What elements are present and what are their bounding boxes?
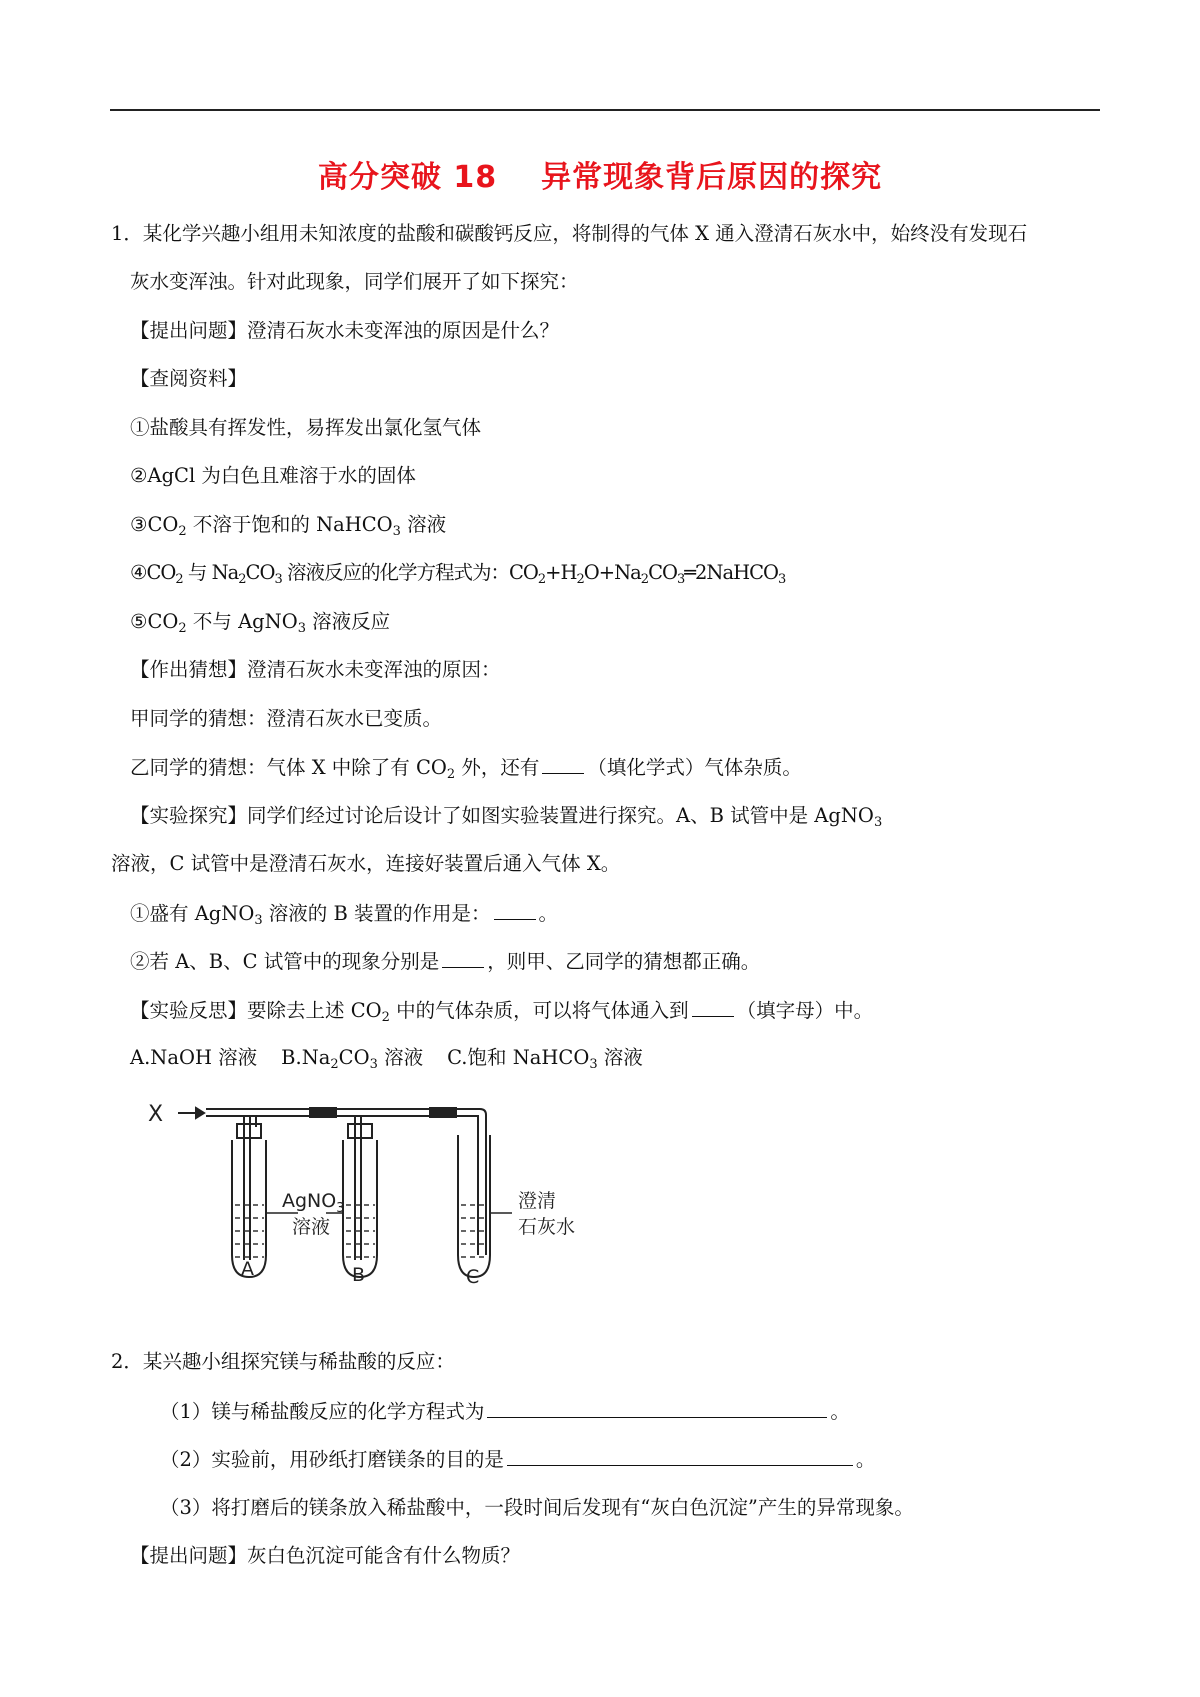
q2-part-2: （2）实验前，用砂纸打磨镁条的目的是 。 — [160, 1448, 876, 1471]
q1-guess-1: 甲同学的猜想：澄清石灰水已变质。 — [130, 707, 443, 730]
q1-line-2: 灰水变浑浊。针对此现象，同学们展开了如下探究： — [130, 270, 579, 293]
q2-part-1: （1）镁与稀盐酸反应的化学方程式为 。 — [160, 1400, 850, 1423]
q1-ask: 【提出问题】澄清石灰水未变浑浊的原因是什么？ — [130, 319, 560, 342]
q1-exp-line-1: 【实验探究】同学们经过讨论后设计了如图实验装置进行探究。A、B 试管中是 AgNO$_3$ — [130, 804, 883, 830]
q1-ref-3: $③CO_2$ 不溶于饱和的 NaHCO$_3$ 溶液 — [130, 513, 447, 539]
rubber-joint-2 — [430, 1108, 456, 1117]
q1-reflection: 【实验反思】要除去上述 $CO_2$ 中的气体杂质，可以将气体通入到 （填字母）中。 — [130, 999, 874, 1025]
q1-guess-2: 乙同学的猜想：气体 X 中除了有 $CO_2$ 外，还有 （填化学式）气体杂质。 — [130, 756, 802, 782]
answer-blank-b-function[interactable] — [494, 901, 536, 920]
q2-ask: 【提出问题】灰白色沉淀可能含有什么物质？ — [130, 1544, 521, 1567]
agno3-label: AgNO$_3$ — [282, 1190, 345, 1216]
tube-a-label: A — [241, 1258, 254, 1280]
q1-guess-heading: 【作出猜想】澄清石灰水未变浑浊的原因： — [130, 658, 501, 681]
apparatus-diagram — [140, 1095, 620, 1300]
q1-ref-5: $⑤CO_2$ 不与 AgNO$_3$ 溶液反应 — [130, 610, 391, 636]
q1-exp-line-2: 溶液，C 试管中是澄清石灰水，连接好装置后通入气体 X。 — [111, 852, 621, 875]
page-title — [0, 152, 1200, 196]
q1-ref-heading: 【查阅资料】 — [130, 367, 248, 390]
option-b: $B.Na_2CO_3$ 溶液 — [281, 1046, 424, 1072]
option-c: C.饱和 NaHCO$_3$ 溶液 — [447, 1046, 643, 1072]
gas-x-label: X — [148, 1102, 164, 1127]
rubber-joint-1 — [310, 1108, 336, 1117]
limewater-label-2: 石灰水 — [518, 1216, 576, 1238]
q2-line-1: 2．某兴趣小组探究镁与稀盐酸的反应： — [111, 1350, 455, 1373]
q2-part-3: （3）将打磨后的镁条放入稀盐酸中，一段时间后发现有“灰白色沉淀”产生的异常现象。 — [160, 1496, 914, 1519]
tube-b-label: B — [352, 1264, 366, 1286]
option-a: A.NaOH 溶液 — [130, 1046, 258, 1069]
gas-tube-outer — [206, 1109, 486, 1255]
q1-exp-item-1: ①盛有 AgNO$_3$ 溶液的 B 装置的作用是： 。 — [130, 902, 559, 928]
answer-blank-purpose[interactable] — [507, 1447, 853, 1466]
tube-c-label: C — [466, 1266, 480, 1288]
q1-line-1: 1．某化学兴趣小组用未知浓度的盐酸和碳酸钙反应，将制得的气体 X 通入澄清石灰水中，始终没有发现石 — [111, 222, 1028, 245]
solution-label: 溶液 — [292, 1216, 331, 1238]
title-prefix: 高分突破 18 — [317, 160, 498, 195]
header-rule — [110, 109, 1100, 111]
q1-ref-1: ①盐酸具有挥发性，易挥发出氯化氢气体 — [130, 416, 482, 439]
answer-blank-equation[interactable] — [487, 1399, 827, 1418]
q1-ref-2: ②AgCl 为白色且难溶于水的固体 — [130, 464, 416, 487]
limewater-label-1: 澄清 — [518, 1190, 557, 1212]
q1-options — [130, 1046, 643, 1070]
q1-ref-4: $④CO_2$ 与 $Na_2CO_3$ 溶液反应的化学方程式为：$CO_2+H_2O+Na_2CO_3═2NaHCO_3$ — [130, 561, 786, 587]
q1-exp-item-2: ②若 A、B、C 试管中的现象分别是 ，则甲、乙同学的猜想都正确。 — [130, 950, 761, 973]
inlet-arrow-head — [196, 1108, 204, 1118]
title-main: 异常现象背后原因的探究 — [541, 160, 883, 195]
answer-blank-impurity[interactable] — [542, 755, 584, 774]
answer-blank-letter[interactable] — [692, 998, 734, 1017]
answer-blank-phenomena[interactable] — [442, 949, 484, 968]
